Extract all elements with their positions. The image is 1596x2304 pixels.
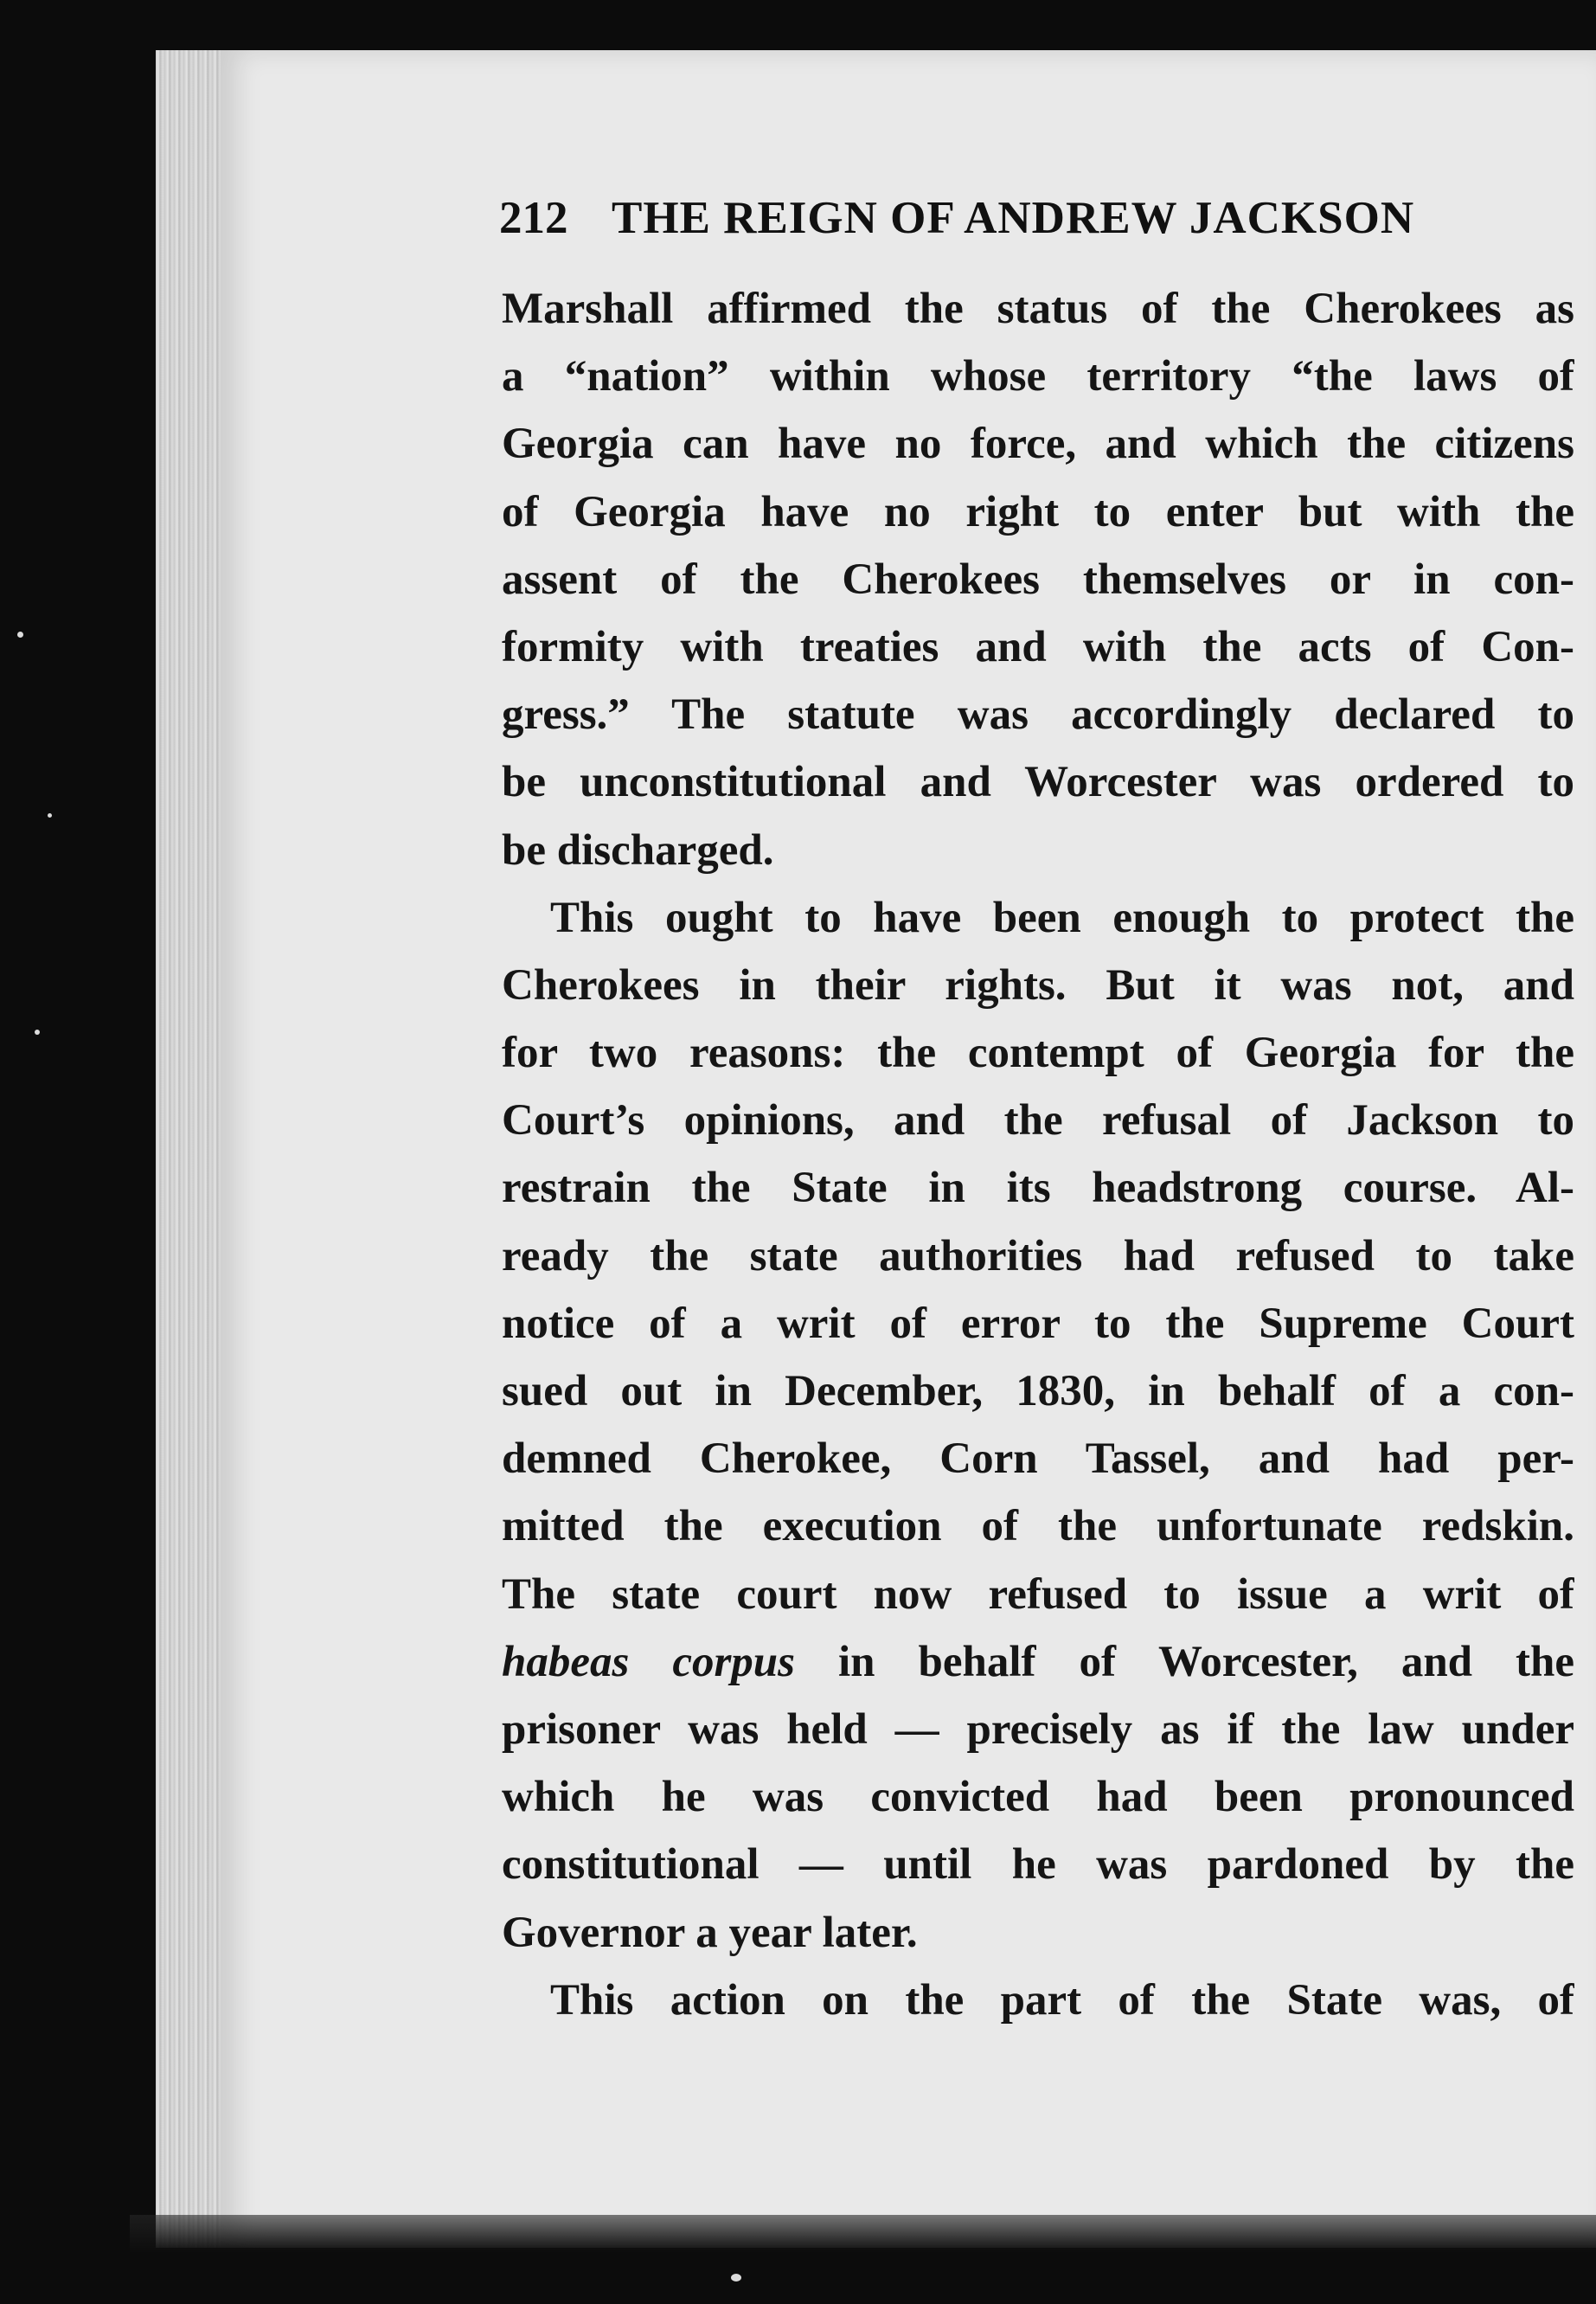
- text-line: The state court now refused to issue a writ of: [502, 1569, 1574, 1619]
- text-line: This ought to have been enough to protect the: [550, 893, 1574, 942]
- scan-speck: [48, 813, 52, 818]
- text-line: notice of a writ of error to the Supreme Court: [502, 1299, 1574, 1348]
- text-line-italic-mixed: [502, 1628, 1574, 1696]
- text-line: of Georgia have no right to enter but with the: [502, 487, 1574, 536]
- text-line: prisoner was held — precisely as if the law under: [502, 1704, 1574, 1754]
- italic-phrase: habeas corpus: [502, 1637, 796, 1686]
- text-line: be discharged.: [502, 825, 774, 875]
- text-line: This action on the part of the State was, of: [550, 1975, 1574, 2025]
- scan-speck: [17, 632, 23, 638]
- text-line: sued out in December, 1830, in behalf of a con-: [502, 1367, 1574, 1415]
- text-line: formity with treaties and with the acts of Con-: [502, 622, 1574, 671]
- text-line: demned Cherokee, Corn Tassel, and had per-: [502, 1434, 1574, 1484]
- scan-speck: [35, 1030, 40, 1035]
- text-line: which he was convicted had been pronounced: [502, 1773, 1574, 1822]
- text-line: mitted the execution of the unfortunate redskin.: [502, 1502, 1574, 1551]
- text-line: Court’s opinions, and the refusal of Jackson to: [502, 1096, 1574, 1146]
- text-line: gress.” The statute was accordingly declared to: [502, 690, 1574, 740]
- text-line-rest: in behalf of Worcester, and the: [795, 1637, 1574, 1686]
- text-line: constitutional — until he was pardoned by the: [502, 1840, 1574, 1890]
- text-line: for two reasons: the contempt of Georgia for the: [502, 1029, 1574, 1078]
- text-line: Governor a year later.: [502, 1908, 918, 1957]
- text-line: ready the state authorities had refused to take: [502, 1231, 1574, 1280]
- running-title: THE REIGN OF ANDREW JACKSON: [612, 193, 1415, 243]
- page-number: 212: [499, 193, 568, 243]
- text-line: be unconstitutional and Worcester was ordered to: [502, 758, 1574, 807]
- body-text: [502, 275, 1574, 2034]
- text-line: a “nation” within whose territory “the laws of: [502, 352, 1574, 401]
- text-line: assent of the Cherokees themselves or in con-: [502, 555, 1574, 604]
- text-line: Cherokees in their rights. But it was not, and: [502, 960, 1574, 1010]
- text-line: Georgia can have no force, and which the citizens: [502, 420, 1574, 469]
- bottom-shadow: [130, 2215, 1596, 2254]
- running-header: [499, 192, 1459, 253]
- text-line: restrain the State in its headstrong course. Al-: [502, 1164, 1574, 1213]
- text-line: Marshall affirmed the status of the Cherokees as: [502, 285, 1574, 333]
- scan-speck: [731, 2274, 741, 2282]
